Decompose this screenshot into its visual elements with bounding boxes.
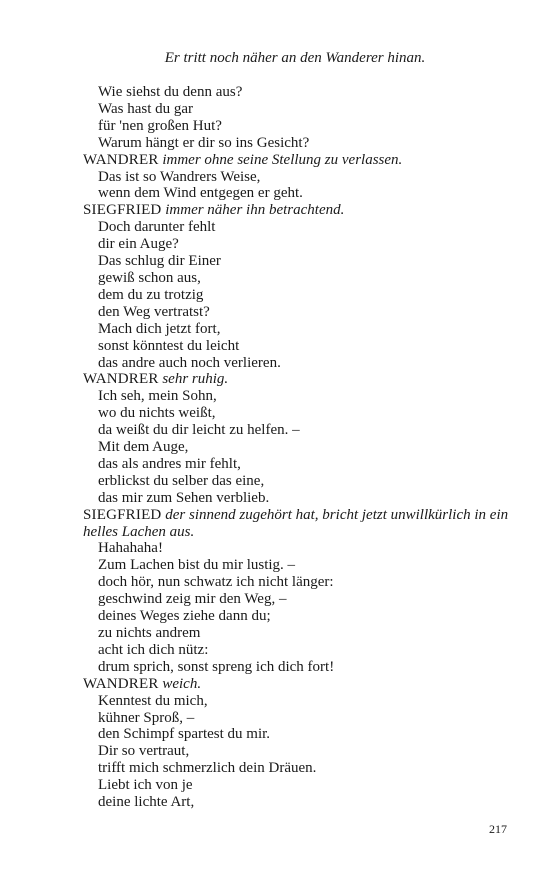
verse-line: doch hör, nun schwatz ich nicht länger: [98,574,334,591]
verse-line: dem du zu trotzig [98,286,204,303]
verse-line: Wie siehst du denn aus? [98,84,243,100]
verse-line: Ich seh, mein Sohn, [98,388,217,405]
verse-line: Doch darunter fehlt [98,219,216,236]
verse-line: den Schimpf spartest du mir. [98,726,271,743]
verse-line: Kenntest du mich, [98,692,208,709]
verse-line: für 'nen großen Hut? [98,117,222,134]
verse-line: trifft mich schmerzlich dein Dräuen. [98,760,317,777]
verse-line: Das schlug dir Einer [98,253,221,270]
libretto-text [83,84,513,811]
speaker-name: WANDRER [83,151,159,168]
verse-line: gewiß schon aus, [98,269,201,286]
stage-direction-continued: helles Lachen aus. [83,523,195,540]
page-number: 217 [489,822,507,836]
speaker-line [83,202,513,219]
verse-line: sonst könntest du leicht [98,337,240,354]
verse-line: kühner Sproß, – [98,709,195,726]
speaker-line [83,371,513,388]
verse-line: erblickst du selber das eine, [98,472,265,489]
stage-direction-inline: der sinnend zugehört hat, bricht jetzt unwillkürlich in ein [165,506,509,523]
speaker-name: SIEGFRIED [83,506,162,523]
verse-line: das mir zum Sehen verblieb. [98,489,270,506]
verse-line: wo du nichts weißt, [98,405,216,422]
verse-line: Mit dem Auge, [98,439,189,456]
verse-line: Liebt ich von je [98,777,193,794]
verse-line: Was hast du gar [98,100,194,117]
verse-line: acht ich dich nütz: [98,641,209,658]
verse-line: Hahahaha! [98,540,163,557]
speaker-name: WANDRER [83,371,159,388]
verse-line: da weißt du dir leicht zu helfen. – [98,422,300,439]
verse-line: das andre auch noch verlieren. [98,354,281,371]
verse-line: Warum hängt er dir so ins Gesicht? [98,134,310,151]
verse-line: Zum Lachen bist du mir lustig. – [98,557,296,574]
verse-line: deines Weges ziehe dann du; [98,608,271,625]
speaker-name: SIEGFRIED [83,202,162,219]
verse-line: Dir so vertraut, [98,743,190,760]
speaker-line [83,507,513,524]
stage-direction: Er tritt noch näher an den Wanderer hinan. [164,50,426,66]
verse-line: zu nichts andrem [98,625,201,641]
verse-line: Das ist so Wandrers Weise, [98,168,261,185]
verse-line: geschwind zeig mir den Weg, – [98,591,287,608]
speaker-line [83,676,513,693]
verse-line: den Weg vertratst? [98,303,210,320]
verse-line: dir ein Auge? [98,236,179,253]
stage-direction-inline: sehr ruhig. [162,371,229,388]
speaker-name: WANDRER [83,675,159,692]
speaker-line [83,152,513,169]
verse-line: das als andres mir fehlt, [98,455,241,472]
stage-direction-inline: immer näher ihn betrachtend. [165,202,345,219]
stage-direction-inline: weich. [162,675,202,692]
stage-direction-inline: immer ohne seine Stellung zu verlassen. [162,151,403,168]
verse-line: Mach dich jetzt fort, [98,320,221,337]
verse-line: wenn dem Wind entgegen er geht. [98,185,303,202]
verse-line: drum sprich, sonst spreng ich dich fort! [98,658,335,675]
verse-line: deine lichte Art, [98,794,195,811]
